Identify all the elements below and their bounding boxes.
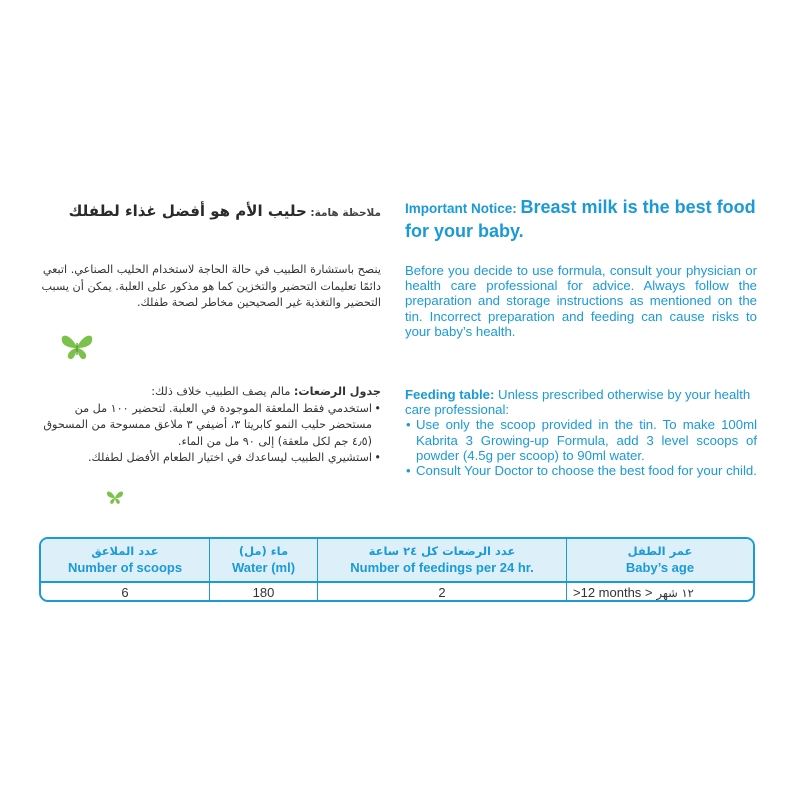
english-feeding-label: Feeding table: <box>405 387 495 402</box>
header-water-ar: ماء (مل) <box>238 544 289 558</box>
cell-age <box>567 583 753 602</box>
arabic-notice-label: ملاحظة هامة: <box>306 207 381 219</box>
english-feeding-instructions <box>405 387 757 478</box>
english-feeding-intro: Unless prescribed otherwise by your health care professional: <box>405 387 751 418</box>
arabic-feeding-list <box>41 401 381 467</box>
butterfly-icon <box>58 331 96 361</box>
arabic-advice: ينصح باستشارة الطبيب في حالة الحاجة لاستخدام الحليب الصناعي. اتبعي دائمًا تعليمات التحضير والتخزين كما هو مذكور على العلبة. يمكن أن يسبب التحضير والتغذية غير الصحيحين مخاطر لصحة طفلك. <box>41 263 381 309</box>
arabic-feeding-instructions <box>41 384 381 467</box>
header-age-ar: عمر الطفل <box>627 544 693 558</box>
header-water-en: Water (ml) <box>231 560 296 575</box>
english-notice <box>405 196 757 244</box>
cell-age-ar: ١٢ شهر <box>656 585 694 600</box>
header-feedings-en: Number of feedings per 24 hr. <box>350 560 534 575</box>
header-feedings-ar: عدد الرضعات كل ٢٤ ساعة <box>368 544 516 558</box>
header-scoops-ar: عدد الملاعق <box>91 544 159 558</box>
header-age-en: Baby’s age <box>625 560 695 575</box>
english-feeding-item: • Use only the scoop provided in the tin. To make 100ml Kabrita 3 Growing-up Formula, add 3 level scoops of powder (4.5g per scoop) to 90ml water. <box>416 417 757 463</box>
table-header <box>41 539 753 583</box>
cell-feedings: 2 <box>318 583 567 602</box>
arabic-notice <box>41 200 381 224</box>
english-feeding-item: • Consult Your Doctor to choose the best food for your child. <box>416 463 757 478</box>
cell-age-en: >12 months > <box>573 585 653 600</box>
cell-scoops: 6 <box>41 583 210 602</box>
table-row <box>41 583 753 602</box>
english-advice: Before you decide to use formula, consult your physician or health care professional for advice. Always follow the preparation and storage instructions as mentioned on the tin. Incorrect preparation and feeding can cause risks to your baby’s health. <box>405 263 757 339</box>
english-notice-label: Important Notice: <box>405 201 521 216</box>
header-scoops-en: Number of scoops <box>67 560 183 575</box>
arabic-notice-headline: حليب الأم هو أفضل غذاء لطفلك <box>68 202 307 220</box>
butterfly-icon <box>105 488 125 506</box>
arabic-feeding-label: جدول الرضعات: <box>293 385 381 398</box>
header-feedings <box>318 539 567 581</box>
english-feeding-list <box>405 417 757 478</box>
cell-water: 180 <box>210 583 318 602</box>
arabic-feeding-intro: مالم يصف الطبيب خلاف ذلك: <box>151 385 294 398</box>
arabic-feeding-item: • استخدمي فقط الملعقة الموجودة في العلبة. لتحضير ١٠٠ مل من مستحضر حليب النمو كابريتا ٣، أضيفي ٣ ملاعق ممسوحة من المسحوق (٤٫٥ جم لكل ملعقة) إلى ٩٠ مل من الماء. <box>41 401 372 451</box>
header-water <box>210 539 318 581</box>
header-age <box>567 539 753 581</box>
feeding-table <box>39 537 755 602</box>
header-scoops <box>41 539 210 581</box>
arabic-feeding-item: • استشيري الطبيب ليساعدك في اختيار الطعام الأفضل لطفلك. <box>41 450 372 467</box>
english-notice-headline: Breast milk is the best food for your baby. <box>405 197 756 241</box>
